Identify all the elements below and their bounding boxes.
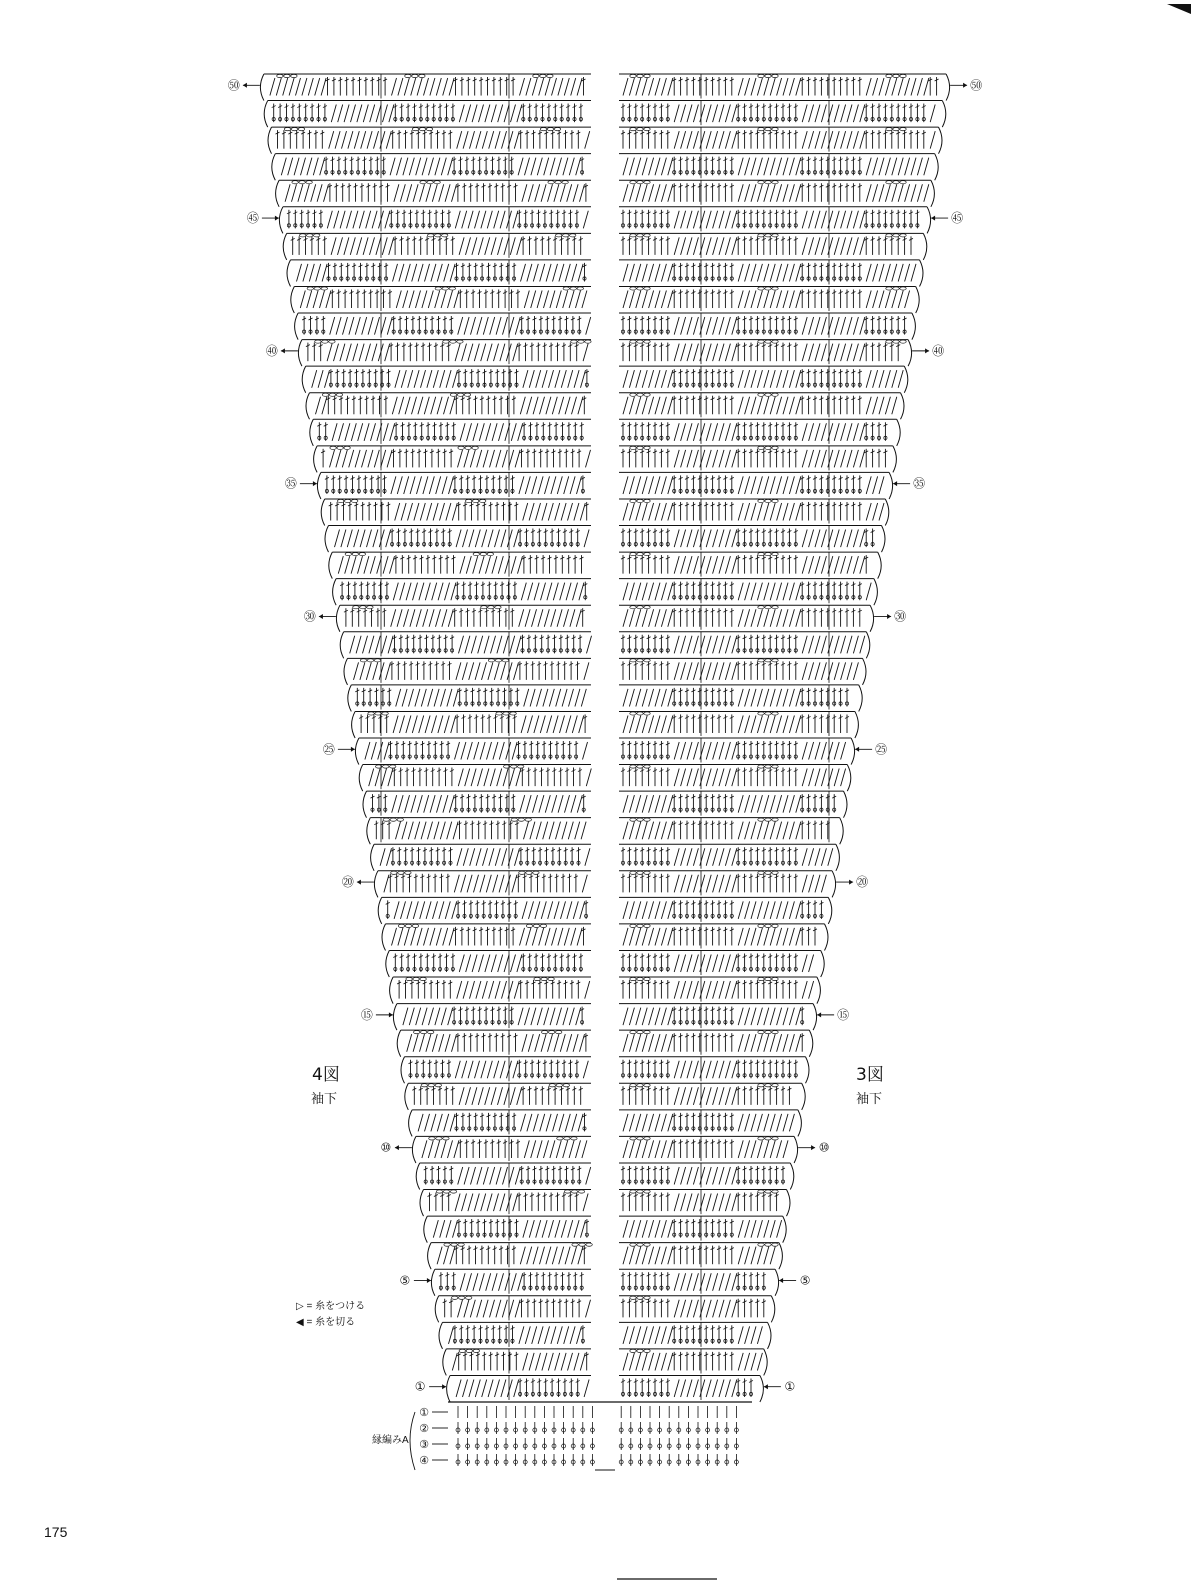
- stitch-row: [447, 1375, 764, 1402]
- row-marker: [855, 742, 887, 756]
- left-figure-title: 4図: [312, 1065, 340, 1085]
- stitch-row: [302, 366, 908, 393]
- stitch-row: [367, 818, 843, 845]
- legend-cut-yarn-text: ◀ = 糸を切る: [296, 1317, 356, 1328]
- row-marker: [400, 1273, 431, 1287]
- row-marker: [836, 875, 868, 889]
- row-marker-label: ㉕: [875, 742, 888, 757]
- row-marker-label: ⑩: [380, 1140, 392, 1155]
- row-marker: [323, 742, 355, 756]
- row-marker-label: ㊿: [227, 78, 240, 93]
- stitch-row: [374, 871, 835, 898]
- row-marker-label: ㊵: [932, 343, 945, 358]
- edging-rows: [410, 1402, 752, 1470]
- row-marker: [931, 211, 963, 225]
- stitch-row: [279, 207, 930, 234]
- stitch-row: [325, 526, 885, 553]
- stitch-row: [397, 1030, 813, 1057]
- stitch-row: [298, 340, 911, 367]
- row-marker: [415, 1380, 446, 1394]
- stitch-row: [439, 1322, 771, 1349]
- stitch-row: [355, 738, 854, 765]
- row-marker: [912, 344, 944, 358]
- row-marker: [247, 211, 279, 225]
- stitch-row: [420, 1190, 790, 1217]
- stitch-row: [382, 924, 828, 951]
- stitch-row: [276, 180, 935, 207]
- stitch-row: [283, 233, 927, 260]
- stitch-row: [393, 1004, 816, 1031]
- legend-cut-yarn: [296, 1313, 355, 1328]
- row-marker: [381, 1141, 412, 1155]
- edging-row-label: ①: [419, 1406, 429, 1419]
- edging-row-label: ④: [419, 1454, 429, 1467]
- row-marker: [950, 78, 982, 92]
- row-marker: [779, 1273, 810, 1287]
- bottom-rule: [617, 1574, 717, 1584]
- row-marker: [266, 344, 298, 358]
- row-marker: [342, 875, 374, 889]
- stitch-row: [272, 154, 938, 181]
- row-marker-label: ⑤: [799, 1273, 811, 1288]
- stitch-row: [371, 844, 840, 871]
- stitch-row: [344, 658, 866, 685]
- row-marker: [764, 1380, 795, 1394]
- row-marker-label: ⑳: [341, 875, 354, 890]
- edging-label: 縁編みA: [372, 1435, 409, 1446]
- row-marker: [285, 477, 317, 491]
- stitch-row: [291, 286, 919, 313]
- stitch-row: [412, 1136, 797, 1163]
- row-marker-label: ㊵: [265, 343, 278, 358]
- stitch-row: [287, 260, 923, 287]
- stitch-row: [401, 1057, 809, 1084]
- left-figure-subtitle: 袖下: [311, 1092, 338, 1107]
- stitch-row: [295, 313, 916, 340]
- stitch-row: [378, 897, 832, 924]
- row-marker: [228, 78, 260, 92]
- right-figure-title: 3図: [856, 1065, 884, 1085]
- stitch-row: [264, 101, 946, 128]
- edging-row: [419, 1422, 738, 1435]
- legend-attach-yarn: [296, 1297, 365, 1312]
- stitch-row: [431, 1269, 778, 1296]
- row-marker: [817, 1008, 849, 1022]
- stitch-row: [390, 977, 821, 1004]
- stitch-row: [359, 765, 851, 792]
- stitch-row: [409, 1110, 802, 1137]
- stitch-row: [443, 1349, 767, 1376]
- row-marker-label: ⑤: [399, 1273, 411, 1288]
- stitch-row: [317, 472, 892, 499]
- stitch-row: [363, 791, 847, 818]
- edging-bracket: [410, 1412, 415, 1470]
- stitch-row: [321, 499, 889, 526]
- stitch-row: [424, 1216, 786, 1243]
- edging-row-label: ③: [419, 1438, 429, 1451]
- row-marker-label: ①: [414, 1379, 426, 1394]
- stitch-row: [329, 552, 881, 579]
- legend-attach-yarn-text: ▷ = 糸をつける: [296, 1301, 366, 1312]
- row-marker: [361, 1008, 393, 1022]
- row-marker: [874, 609, 906, 623]
- edging-row: [419, 1406, 736, 1419]
- stitch-row: [306, 393, 904, 420]
- row-marker: [304, 609, 336, 623]
- row-marker-label: ㉟: [913, 476, 926, 491]
- row-marker-label: ㉚: [303, 609, 316, 624]
- edging-row: [419, 1454, 738, 1467]
- row-marker-label: ㉟: [284, 476, 297, 491]
- row-marker-label: ㉚: [894, 609, 907, 624]
- stitch-row: [310, 419, 900, 446]
- row-marker-label: ㊺: [951, 211, 964, 226]
- row-marker-label: ㉕: [322, 742, 335, 757]
- row-marker-label: ㊺: [246, 211, 259, 226]
- stitch-row: [336, 605, 873, 632]
- stitch-row: [352, 711, 859, 738]
- row-marker-label: ⑮: [837, 1007, 850, 1022]
- stitch-row: [386, 950, 824, 977]
- stitch-row: [314, 446, 897, 473]
- stitch-row: [268, 127, 942, 154]
- stitch-row: [260, 74, 949, 101]
- stitch-grid: [260, 74, 949, 1402]
- stitch-row: [428, 1243, 783, 1270]
- row-marker-label: ⑳: [856, 875, 869, 890]
- row-marker-label: ⑩: [818, 1140, 830, 1155]
- stitch-row: [333, 579, 878, 606]
- row-marker-label: ⑮: [360, 1007, 373, 1022]
- row-marker-label: ㊿: [970, 78, 983, 93]
- edging-row: [419, 1438, 738, 1451]
- stitch-row: [405, 1083, 805, 1110]
- stitch-row: [348, 685, 862, 712]
- row-marker: [798, 1141, 829, 1155]
- edging-row-label: ②: [419, 1422, 429, 1435]
- stitch-row: [416, 1163, 794, 1190]
- right-figure-subtitle: 袖下: [856, 1092, 883, 1107]
- row-marker-label: ①: [784, 1379, 796, 1394]
- page-number: 175: [44, 1524, 68, 1540]
- row-marker: [893, 477, 925, 491]
- stitch-row: [340, 632, 870, 659]
- corner-mark-icon: [1165, 2, 1199, 16]
- stitch-row: [435, 1296, 775, 1323]
